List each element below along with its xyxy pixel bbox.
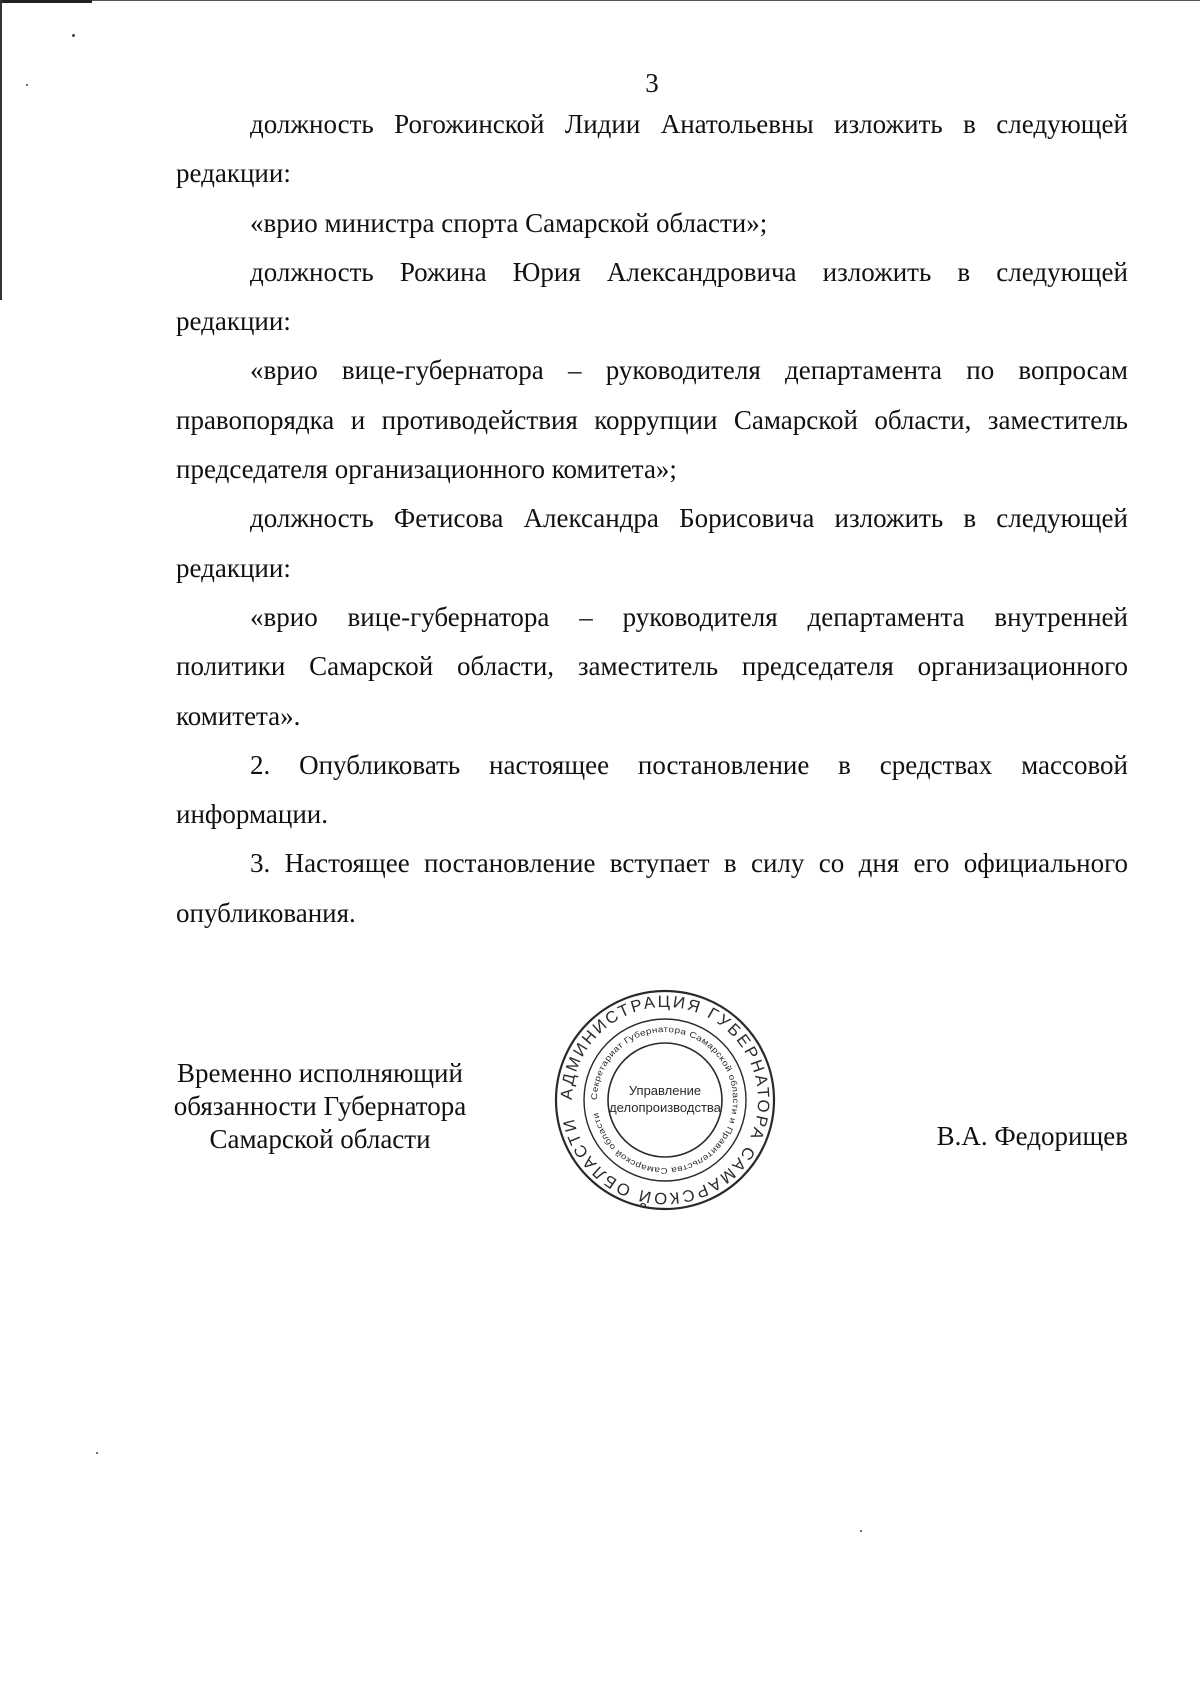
scan-edge-left (0, 0, 2, 300)
signatory-name: В.А. Федорищев (936, 1121, 1128, 1151)
scan-edge-top (0, 0, 92, 3)
paragraph: должность Фетисова Александра Борисовича изложить в следующей редакции: (176, 503, 1128, 583)
paragraph: 3. Настоящее постановление вступает в силу со дня его официального опубликования. (176, 848, 1128, 928)
paragraph: «врио министра спорта Самарской области»; (250, 207, 768, 238)
paragraph: «врио вице-губернатора – руководителя департамента по вопросам правопорядка и противодействия коррупции Самарской области, заместитель председателя организационного комитета»; (176, 355, 1128, 485)
scan-speck (26, 84, 28, 86)
document-body (176, 100, 1128, 938)
signatory-position (160, 1057, 480, 1156)
seal-center-line: делопроизводства (609, 1100, 721, 1115)
signatory-position-line: Временно исполняющий (177, 1058, 463, 1088)
scan-speck (860, 1530, 862, 1532)
scan-speck (96, 1452, 98, 1454)
page-number: 3 (645, 68, 659, 98)
seal-outer-text: АДМИНИСТРАЦИЯ ГУБЕРНАТОРА САМАРСКОЙ ОБЛАСТИ (557, 992, 773, 1208)
scan-speck (72, 34, 75, 37)
signatory-position-line: обязанности Губернатора (173, 1091, 467, 1121)
scan-edge-top-line (92, 0, 1200, 1)
official-seal (553, 988, 777, 1212)
paragraph: 2. Опубликовать настоящее постановление в средствах массовой информации. (176, 749, 1128, 830)
seal-inner-text: Секретариат Губернатора Самарской области и Правительства Самарской области (588, 1023, 742, 1177)
signatory-position-line: Самарской области (209, 1124, 431, 1154)
paragraph: «врио вице-губернатора – руководителя департамента внутренней политики Самарской области, заместитель председателя организационного комитета». (176, 601, 1128, 731)
paragraph: должность Рогожинской Лидии Анатольевны изложить в следующей редакции: (176, 109, 1128, 189)
paragraph: должность Рожина Юрия Александровича изложить в следующей редакции: (176, 256, 1128, 337)
seal-graphic (553, 988, 777, 1212)
seal-center-line: Управление (628, 1083, 702, 1098)
